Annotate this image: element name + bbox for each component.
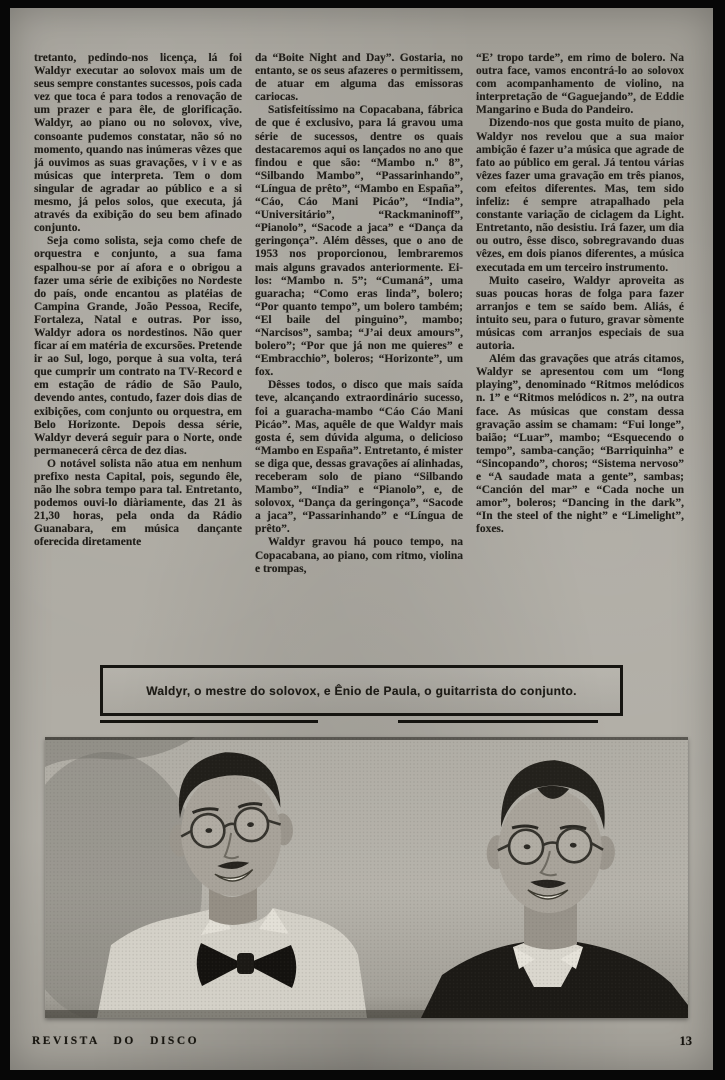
photo-bottom-edge — [45, 1010, 688, 1018]
text-column-2 — [255, 52, 463, 668]
page-number: 13 — [679, 1033, 692, 1048]
paragraph: Muito caseiro, Waldyr aproveita as suas poucas horas de folga para fazer arranjos e tem se saído bem. Aliás, é intuito seu, para o futuro, gravar sòmente músicas com arranjos especiais de sua autoria. — [476, 274, 684, 353]
decorative-rule-left — [100, 720, 318, 723]
paragraph: Dizendo-nos que gosta muito de piano, Waldyr nos revelou que a sua maior ambição é fazer u’a música que agrade de fato ao público em geral. Já tentou várias vêzes fazer uma gravação em três pianos, com efeitos diferentes. Mas, tem sido infeliz: é sempre atrapalhado pela constante variação de ciclagem da Light. Entretanto, não desistiu. Irá fazer, um dia ou outro, êsse disco, sobregravando duas vêzes, em dois pianos diferentes, a música executada em um terceiro instrumento. — [476, 117, 684, 274]
decorative-rule-right — [398, 720, 598, 723]
paragraph: “E’ tropo tarde”, em rimo de bolero. Na outra face, vamos encontrá-lo ao solovox com acompanhamento de violino, na interpretação de “Gaguejando”, de Eddie Mangarino e Buda do Pandeiro. — [476, 52, 684, 117]
page-footer — [32, 1030, 692, 1052]
paragraph: Dêsses todos, o disco que mais saída teve, alcançando extraordinário sucesso, foi a guaracha-mambo “Cáo Cáo Mani Picáo”. Mas, aquêle de que Waldyr mais gosta é, sem dúvida alguma, o delicioso “Mambo en España”. Entretanto, é mister se diga que, dessas gravações aí alinhadas, receberam solo de piano “Silbando Mambo”, “India” e “Pianolo”, e, de solovox, “Dança da geringonça”, “Sacode a jaca”, “Passarinhando” e “Língua de prêto”. — [255, 379, 463, 536]
paragraph: O notável solista não atua em nenhum prefixo nesta Capital, pois, segundo êle, não lhe sobra tempo para tal. Entretanto, podemos ouvi-lo diàriamente, das 21 às 21,30 horas, pela onda da Rádio Guanabara, em música dançante oferecida diretamente — [34, 457, 242, 549]
magazine-page — [10, 8, 713, 1070]
text-column-3 — [476, 52, 684, 668]
halftone-texture — [45, 737, 688, 1018]
magazine-name: REVISTA DO DISCO — [32, 1035, 200, 1047]
paragraph: Além das gravações que atrás citamos, Waldyr se apresentou com um “long playing”, denominado “Ritmos melódicos n. 1” e “Ritmos melódicos n. 2”, na outra face. As músicas que constam dessa gravação assim se chamam: “Fui longe”, baião; “Luar”, mambo; “Esquecendo o tempo”, samba-canção; “Barriquinha” e “Sincopando”, choros; “Sistema nervoso” e “A saudade mata a gente”, sambas; “Canción del mar” e “Cada noche un amor”, boleros; “Dancing in the dark”, “In the steel of the night” e “Limelight”, foxes. — [476, 353, 684, 536]
paragraph: Seja como solista, seja como chefe de orquestra e conjunto, a sua fama espalhou-se por aí afora e o obrigou a fazer uma série de exibições no Nordeste do país, onde encantou as platéias de Campina Grande, João Pessoa, Recife, Fortaleza, Natal e outras. Por isso, Waldyr adora os nordestinos. Não quer ficar aí em matéria de excursões. Pretende ir ao Sul, logo, porque à sua volta, terá que cumprir um contrato na TV-Record e em estação de rádio de São Paulo, devendo antes, contudo, fazer dois dias de exibições, com conjunto ou orquestra, em Belo Horizonte. Depois dessa série, Waldyr deverá seguir para o Norte, onde permanecerá cêrca de dez dias. — [34, 235, 242, 457]
paragraph: da “Boite Night and Day”. Gostaria, no entanto, se os seus afazeres o permitissem, de atuar em alguma das emissoras cariocas. — [255, 52, 463, 104]
paragraph: tretanto, pedindo-nos licença, lá foi Waldyr executar ao solovox mais um de seus sempre constantes sucessos, pois cada vez que toca é para todos a renovação de um prazer e para êle, de glorificação. Waldyr, ao piano ou no solovox, vive, consoante pudemos constatar, não só no momento, quando nas inúmeras vêzes que já ouvimos as suas gravações, v i v e as músicas que interpreta. Tem o dom singular de agradar ao público e a si mesmo, já pelos solos, que executa, já através da exibição do seu bem afinado conjunto. — [34, 52, 242, 235]
photo-top-edge — [45, 737, 688, 740]
photo-waldyr-and-enio — [45, 737, 688, 1018]
article-text-columns — [34, 52, 684, 668]
photo-caption-box — [100, 665, 623, 716]
paragraph: Waldyr gravou há pouco tempo, na Copacabana, ao piano, com ritmo, violina e trompas, — [255, 536, 463, 575]
text-column-1 — [34, 52, 242, 668]
photo-caption-text: Waldyr, o mestre do solovox, e Ênio de Paula, o guitarrista do conjunto. — [146, 683, 577, 698]
paragraph: Satisfeitíssimo na Copacabana, fábrica de que é exclusivo, para lá gravou uma série de sucessos, dentre os quais destacaremos aqui os lançados no ano que findou e que são: “Mambo n.º 8”, “Silbando Mambo”, “Passarinhando”, “Língua de prêto”, “Mambo en España”, “Cáo, Cáo Mani Picáo”, “India”, “Universitário”, “Rackmaninoff”, “Pianolo”, “Sacode a jaca” e “Dança da geringonça”. Além dêsses, que o ano de 1953 nos proporcionou, lembraremos mais alguns gravados anteriormente. Ei-los: “Mambo n. 5”; “Cumaná”, uma guaracha; “Como eras linda”, bolero; “Por quanto tempo”, um bolero também; “El baile del pinguino”, mambo; “Narcisos”, samba; “J’ai deux amours”, bolero”; “Por que já non me quieres” e “Embracchio”, boleros; “Horizonte”, um fox. — [255, 104, 463, 379]
